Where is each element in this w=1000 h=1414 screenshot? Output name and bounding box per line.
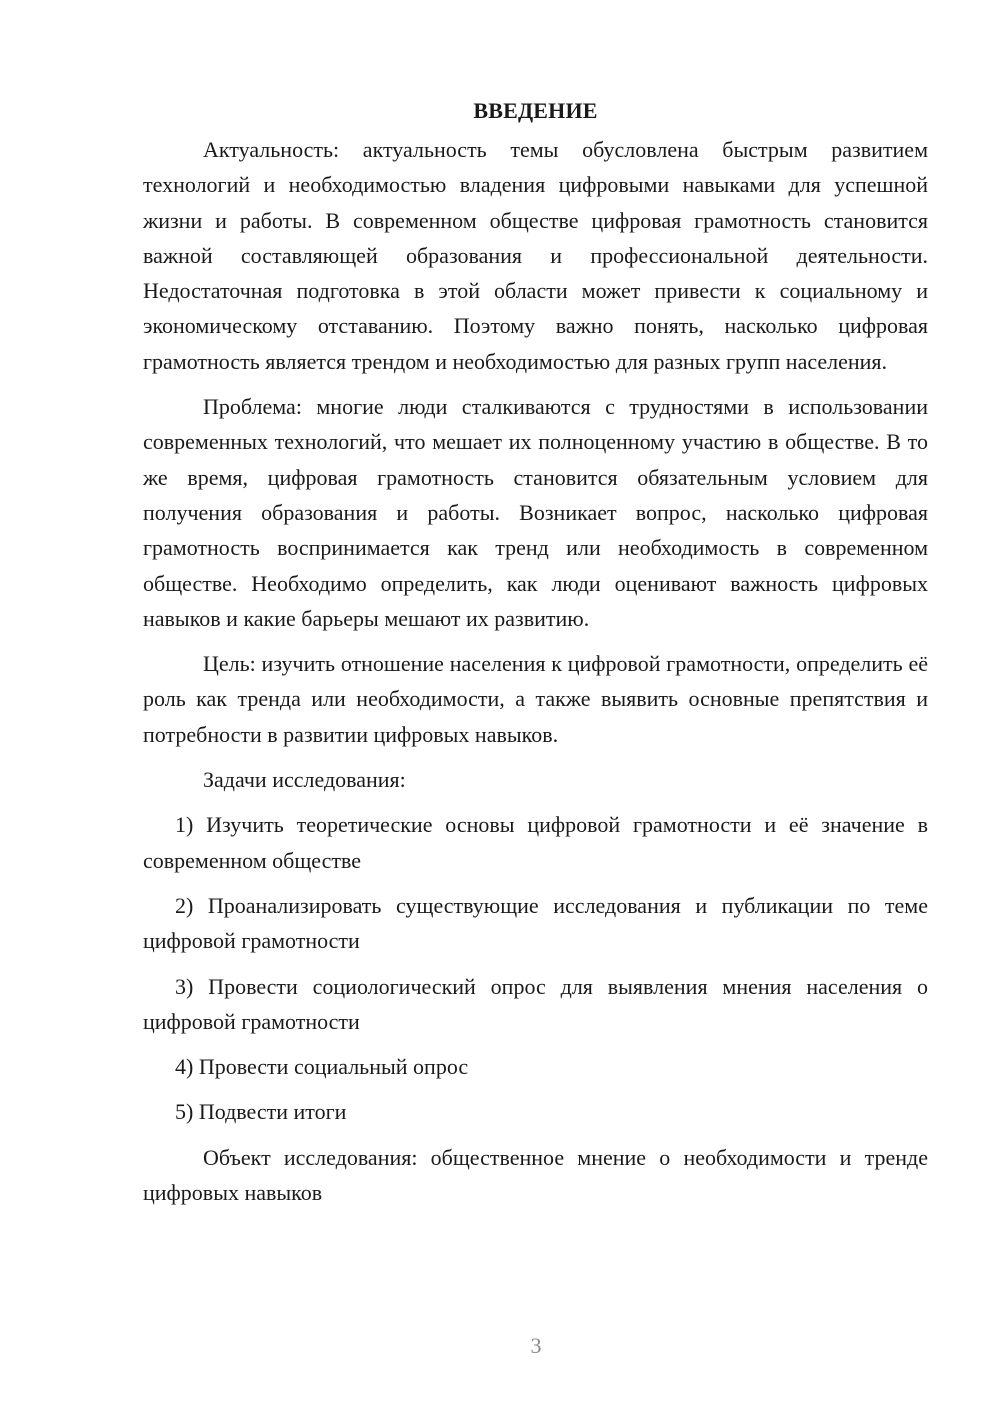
tasks-heading: Задачи исследования:	[203, 767, 406, 793]
task-item-3: 3) Провести социологический опрос для выявления мнения населения о цифровой грамотности	[143, 973, 928, 1034]
task-item-4: 4) Провести социальный опрос	[175, 1054, 469, 1080]
paragraph-object: Объект исследования: общественное мнение о необходимости и тренде цифровых навыков	[143, 1144, 928, 1206]
page-title: ВВЕДЕНИЕ	[473, 98, 598, 123]
paragraph-relevance: Актуальность: актуальность темы обусловлена быстрым развитием технологий и необходимостью владения цифровыми навыками для успешной жизни и работы. В современном обществе цифровая грамотность становится важной составляющей образования и профессиональной деятельности. Недостаточная подготовка в этой области может привести к социальному и экономическому отставанию. Поэтому важно понять, насколько цифровая грамотность является трендом и необходимостью для разных групп населения.	[143, 137, 928, 374]
paragraph-problem: Проблема: многие люди сталкиваются с трудностями в использовании современных технологий, что мешает их полноценному участию в обществе. В то же время, цифровая грамотность становится обязательным условием для получения образования и работы. Возникает вопрос, насколько цифровая грамотность воспринимается как тренд или необходимость в современном обществе. Необходимо определить, как люди оценивают важность цифровых навыков и какие барьеры мешают их развитию.	[143, 394, 928, 631]
task-item-1: 1) Изучить теоретические основы цифровой грамотности и её значение в современном обществе	[143, 812, 928, 873]
paragraph-goal: Цель: изучить отношение населения к цифровой грамотности, определить её роль как тренда или необходимости, а также выявить основные препятствия и потребности в развитии цифровых навыков.	[143, 651, 928, 747]
page-number: 3	[530, 1333, 542, 1358]
task-item-5: 5) Подвести итоги	[175, 1099, 347, 1125]
page-content	[143, 96, 928, 1210]
task-item-2: 2) Проанализировать существующие исследования и публикации по теме цифровой грамотности	[143, 892, 928, 954]
